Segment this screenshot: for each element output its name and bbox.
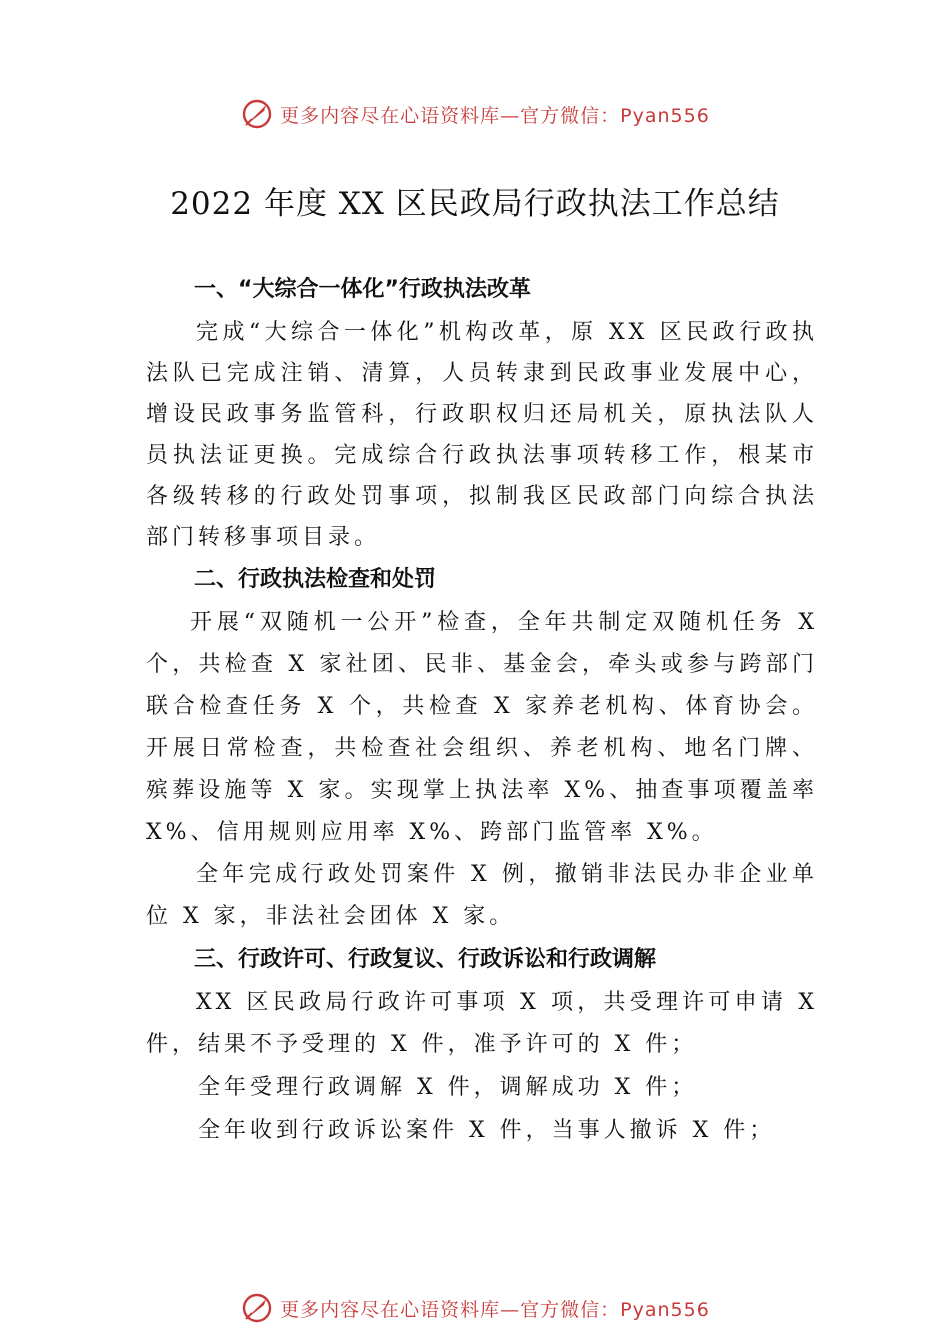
section-3-line-2: 全年收到行政诉讼案件 X 件，当事人撤诉 X 件；: [198, 1118, 776, 1143]
quill-pen-logo-icon: [240, 1291, 274, 1325]
document-title: 2022 年度 XX 区民政局行政执法工作总结: [170, 186, 780, 222]
section-3-line-1: 全年受理行政调解 X 件，调解成功 X 件；: [198, 1075, 698, 1100]
section-heading-2: 二、行政执法检查和处罚: [194, 567, 437, 592]
section-heading-3: 三、行政许可、行政复议、行政诉讼和行政调解: [194, 947, 657, 972]
banner-wechat-id: Pyan556: [620, 104, 710, 127]
section-2-paragraph-1: 开展“双随机一公开”检查，全年共制定双随机任务 X 个，共检查 X 家社团、民非、基金会，牵头或参与跨部门联合检查任务 X 个，共检查 X 家养老机构、体育协会。开展日常检查，共检查社会组织、养老机构、地名门牌、殡葬设施等 X 家。实现掌上执法率 X%、抽查事项覆盖率 X%、信用规则应用率 X%、跨部门监管率 X%。: [146, 610, 818, 845]
quill-pen-logo-icon: [240, 97, 274, 131]
footer-banner: [0, 1288, 950, 1328]
section-1-paragraph-1: 完成“大综合一体化”机构改革，原 XX 区民政行政执法队已完成注销、清算，人员转隶到民政事业发展中心，增设民政事务监管科，行政职权归还局机关，原执法队人员执法证更换。完成综合行政执法事项转移工作，根某市各级转移的行政处罚事项，拟制我区民政部门向综合执法部门转移事项目录。: [146, 320, 818, 550]
section-heading-1: 一、“大综合一体化”行政执法改革: [194, 277, 531, 302]
banner-wechat-id: Pyan556: [620, 1298, 710, 1321]
banner-text: 更多内容尽在心语资料库—官方微信：Pyan556: [280, 104, 710, 127]
header-banner: [0, 94, 950, 134]
document-body: [146, 268, 818, 1152]
section-2-paragraph-2: 全年完成行政处罚案件 X 例，撤销非法民办非企业单位 X 家，非法社会团体 X 家。: [146, 862, 818, 929]
section-3-paragraph-1: XX 区民政局行政许可事项 X 项，共受理许可申请 X 件，结果不予受理的 X 件，准予许可的 X 件；: [146, 990, 818, 1057]
banner-text: 更多内容尽在心语资料库—官方微信：Pyan556: [280, 1298, 710, 1321]
